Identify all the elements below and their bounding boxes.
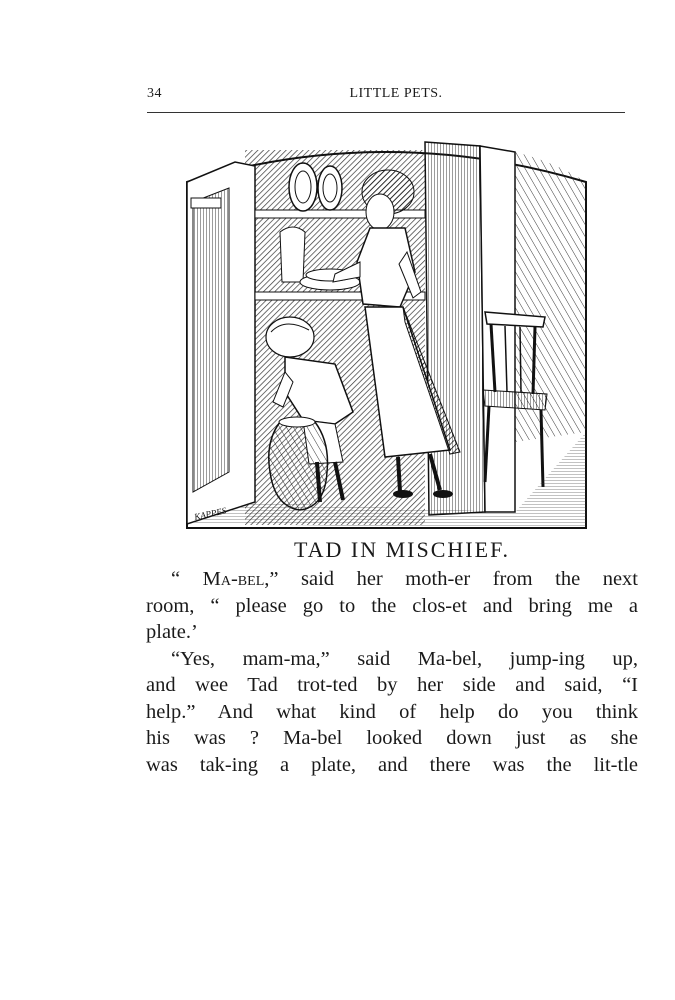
body-text — [146, 566, 638, 778]
paragraph-2 — [146, 646, 638, 779]
running-head — [147, 86, 625, 108]
engraving-illustration — [185, 132, 588, 530]
text-line: room, “ please go to the clos-et and bring me a — [146, 594, 638, 617]
text-line: his was ? Ma-bel looked down just as she — [146, 727, 638, 749]
paragraph-1 — [146, 566, 638, 646]
text-line: “Yes, mam-ma,” said Ma-bel, jump-ing up, — [171, 647, 638, 670]
text-line: was tak-ing a plate, and there was the lit-tle — [146, 753, 638, 776]
text-line: and wee Tad trot-ted by her side and said, “I — [146, 674, 638, 696]
text-line: “ Ma-bel,” said her moth-er from the next — [171, 568, 638, 590]
text-line: plate.’ — [146, 621, 198, 643]
book-title: LITTLE PETS. — [349, 86, 443, 101]
artist-signature: KAPPES — [193, 505, 228, 522]
header-rule — [147, 112, 625, 113]
chapter-title: TAD IN MISCHIEF. — [293, 537, 511, 562]
text-line: help.” And what kind of help do you think — [146, 700, 638, 723]
page-number: 34 — [147, 86, 162, 101]
engraving-svg — [185, 132, 588, 530]
